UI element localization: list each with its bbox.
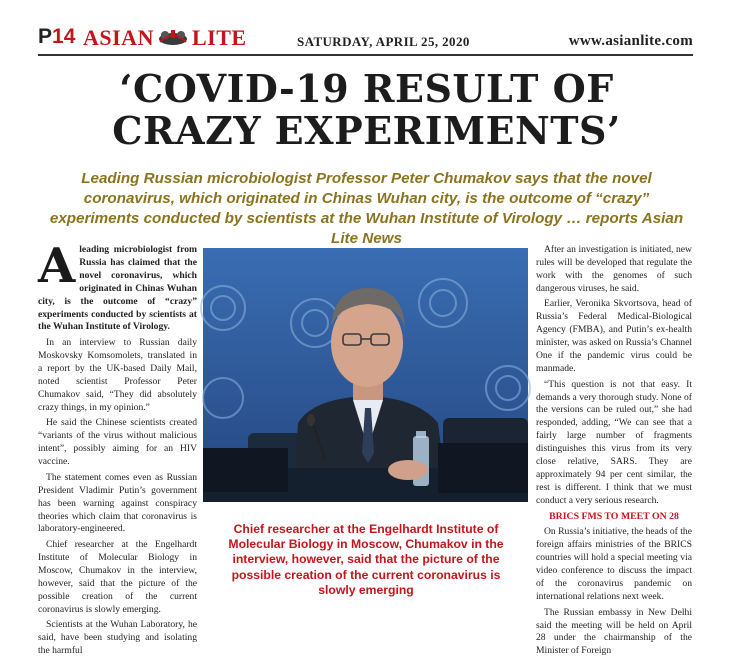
lead-text: leading microbiologist from Russia has claimed that the novel coronavirus, which originated in Chinas Wuhan city, is the outcome of “crazy” experiments conducted by scientists at the Wuhan Institute of Virology. (38, 244, 197, 333)
column-left (38, 238, 197, 661)
body-paragraph: The Russian embassy in New Delhi said the meeting will be held on April 28 under the chairmanship of the Minister of Foreign (536, 606, 692, 657)
brand-logo (83, 25, 247, 51)
brand-word-right: LITE (191, 25, 247, 50)
photo-illustration (203, 248, 528, 502)
body-paragraph: In an interview to Russian daily Moskovsky Komsomolets, translated in a report by the UK-based Daily Mail, noted scientist Professor Peter Chumakov said, “They did absolutely crazy things, in my opinion.” (38, 337, 197, 413)
column-right (536, 244, 692, 661)
body-paragraph: “This question is not that easy. It demands a very thorough study. None of the versions can be ruled out,” she had responded, adding, “We can see that a fairly large number of fragments distinguishes this virus from its very close relative, SARS. They are approximately 94 per cent similar, the rest is different. I think that we must conduct a very serious research. (536, 378, 692, 506)
website-url: www.asianlite.com (568, 33, 693, 49)
article-photo (203, 248, 528, 502)
standfirst: Leading Russian microbiologist Professor Peter Chumakov says that the novel coronavirus, which originated in Chinas Wuhan city, is the outcome of “crazy” experiments conducted by scientists at the Wuhan Institute of Virology … reports Asian Lite News (49, 170, 684, 247)
headline (30, 68, 703, 152)
masthead-rule (38, 54, 693, 56)
body-paragraph: After an investigation is initiated, new rules will be developed that regulate the work with the genomes of such dangerous viruses, he said. (536, 244, 692, 294)
issue-date: SATURDAY, APRIL 25, 2020 (297, 34, 470, 49)
body-paragraph: Chief researcher at the Engelhardt Institute of Molecular Biology in Moscow, Chumakov in the interview, however, said that the picture of the possible creation of the current coronavirus is slowly emerging. (38, 539, 197, 615)
lead-paragraph (38, 238, 197, 334)
page-number: P14 (38, 25, 76, 48)
photo-caption: Chief researcher at the Engelhardt Institute of Molecular Biology in Moscow, Chumakov in the interview, however, said that the picture of the possible creation of the current coronavirus is slowly emerging (228, 522, 504, 597)
masthead (0, 0, 733, 60)
body-paragraph: On Russia’s initiative, the heads of the foreign affairs ministries of the BRICS countries will hold a special meeting via video conference to discuss the impact of the coronavirus pandemic on international relations next week. (536, 526, 692, 602)
brand-word-left: ASIAN (83, 25, 154, 50)
subheading: BRICS FMS TO MEET ON 28 (549, 510, 679, 522)
body-paragraph: Earlier, Veronika Skvortsova, head of Russia’s Federal Medical-Biological Agency (FMBA), and Putin’s ex-health minister, was asked on Russia’s Channel One if the pandemic virus could be manmade. (536, 298, 692, 374)
headline-line-2: CRAZY EXPERIMENTS’ (112, 108, 621, 153)
body-paragraph: The statement comes even as Russian President Vladimir Putin’s government has been warning against conspiracy theories which claim that coronavirus is laboratory-engineered. (38, 471, 197, 535)
lion-emblem-icon (156, 27, 190, 47)
body-paragraph: He said the Chinese scientists created “variants of the virus without malicious intent”, possibly aiming for an HIV vaccine. (38, 417, 197, 468)
drop-cap: A (38, 238, 76, 294)
headline-line-1: ‘COVID-19 RESULT OF (119, 66, 614, 111)
body-paragraph: Scientists at the Wuhan Laboratory, he said, have been studying and isolating the harmful (38, 619, 197, 657)
